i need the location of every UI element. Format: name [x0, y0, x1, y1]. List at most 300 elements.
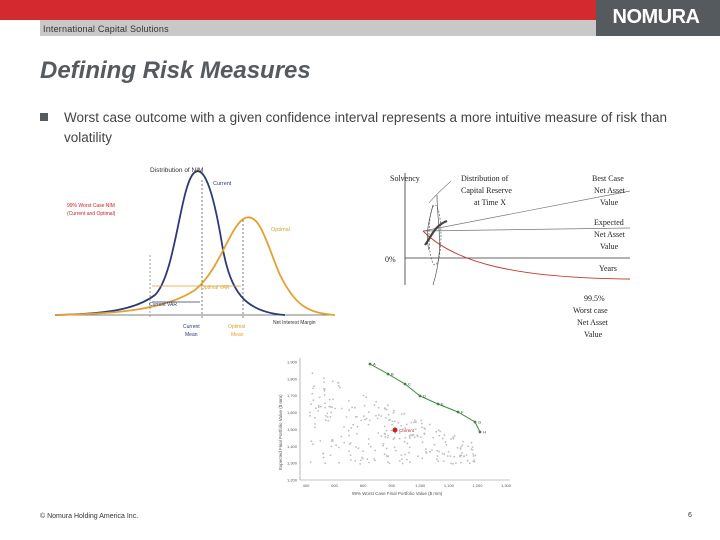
cloud-point	[402, 463, 404, 465]
cloud-point	[404, 441, 406, 443]
frontier-point	[437, 403, 440, 406]
cloud-point	[403, 413, 405, 415]
cloud-point	[420, 436, 422, 438]
cloud-point	[377, 418, 379, 420]
nim-distribution-chart	[45, 160, 345, 345]
cloud-point	[388, 414, 390, 416]
cloud-point	[406, 459, 408, 461]
cloud-point	[409, 446, 411, 448]
cloud-point	[312, 372, 314, 374]
cloud-point	[453, 438, 455, 440]
cloud-point	[409, 461, 411, 463]
cloud-point	[466, 454, 468, 456]
cloud-point	[435, 431, 437, 433]
cloud-point	[318, 405, 320, 407]
frontier-point	[479, 431, 482, 434]
expected-line2: Net Asset	[594, 230, 625, 239]
cloud-point	[365, 396, 367, 398]
cloud-point	[452, 436, 454, 438]
cloud-point	[472, 446, 474, 448]
scatter-x-tick: 400	[302, 483, 310, 488]
page-number: 6	[688, 512, 692, 519]
scatter-y-tick: 1,700	[286, 393, 297, 399]
worst-case-line4: Value	[584, 330, 603, 339]
bullet-text: Worst case outcome with a given confidence interval represents a more intuitive measure of risk than volatility	[64, 110, 668, 145]
cloud-point	[442, 453, 444, 455]
cloud-point	[443, 460, 445, 462]
cloud-point	[414, 419, 416, 421]
cloud-point	[380, 435, 382, 437]
cloud-point	[438, 435, 440, 437]
cloud-point	[368, 411, 370, 413]
header-red-band	[0, 0, 596, 20]
frontier-point-label: G	[478, 419, 482, 425]
current-portfolio-label: Current	[399, 428, 415, 433]
cloud-point	[442, 438, 444, 440]
cloud-point	[438, 451, 440, 453]
cloud-point	[384, 453, 386, 455]
cloud-point	[351, 406, 353, 408]
cloud-point	[460, 462, 462, 464]
scatter-y-ticks	[287, 360, 298, 483]
cloud-point	[421, 457, 423, 459]
dist-reserve-line3: at Time X	[474, 198, 507, 207]
scatter-x-tick: 600	[331, 483, 338, 488]
cloud-point	[354, 407, 356, 409]
cloud-point	[469, 462, 471, 464]
cloud-point	[380, 415, 382, 417]
cloud-point	[373, 458, 375, 460]
cloud-point	[413, 422, 415, 424]
cloud-point	[360, 420, 362, 422]
cloud-point	[331, 406, 333, 408]
cloud-point	[364, 419, 366, 421]
cloud-point	[432, 437, 434, 439]
cloud-point	[343, 442, 345, 444]
cloud-point	[369, 420, 371, 422]
cloud-point	[417, 455, 419, 457]
cloud-point	[455, 462, 457, 464]
distribution-arrow	[429, 181, 451, 203]
optimal-mean-label-1: Optimal	[228, 324, 246, 330]
cloud-point	[359, 463, 361, 465]
cloud-point	[425, 451, 427, 453]
cloud-point	[406, 424, 408, 426]
cloud-point	[338, 385, 340, 387]
cloud-point	[425, 448, 427, 450]
cloud-point	[357, 426, 359, 428]
cloud-point	[471, 448, 473, 450]
frontier-point-label: C	[408, 381, 411, 387]
cloud-point	[324, 394, 326, 396]
cloud-point	[312, 387, 314, 389]
cloud-point	[332, 380, 334, 382]
cloud-point	[421, 426, 423, 428]
cloud-point	[314, 417, 316, 419]
cloud-point	[335, 444, 337, 446]
expected-line1: Expected	[594, 218, 624, 227]
current-mean-label-1: Current	[183, 324, 200, 330]
nomura-logo: NOMURA	[612, 6, 700, 28]
capital-reserve-chart	[385, 165, 655, 345]
cloud-point	[332, 398, 334, 400]
cloud-point	[386, 448, 388, 450]
cloud-point	[450, 438, 452, 440]
dist-reserve-line1: Distribution of	[461, 174, 509, 183]
frontier-point-label: D	[423, 393, 426, 399]
cloud-point	[429, 424, 431, 426]
cloud-point	[463, 456, 465, 458]
cloud-point	[411, 434, 413, 436]
cloud-point	[467, 460, 469, 462]
worst-case-line1: 99.5%	[584, 294, 605, 303]
frontier-point-label: A	[373, 361, 376, 367]
cloud-point	[355, 446, 357, 448]
cloud-point	[325, 419, 327, 421]
cloud-point	[375, 401, 377, 403]
cloud-point	[313, 385, 315, 387]
zero-percent-label: 0%	[385, 255, 396, 264]
cloud-point	[323, 377, 325, 379]
cloud-point	[400, 425, 402, 427]
cloud-point	[327, 420, 329, 422]
cloud-point	[320, 406, 322, 408]
cloud-point	[415, 428, 417, 430]
cloud-point	[413, 434, 415, 436]
cloud-point	[387, 437, 389, 439]
cloud-point	[374, 450, 376, 452]
cloud-point	[460, 448, 462, 450]
cloud-point	[409, 436, 411, 438]
cloud-point	[368, 462, 370, 464]
cloud-point	[407, 443, 409, 445]
cloud-point	[438, 429, 440, 431]
frontier-point-label: B	[391, 371, 394, 377]
frontier-point	[474, 421, 477, 424]
cloud-point	[310, 461, 312, 463]
cloud-point	[393, 412, 395, 414]
cloud-point	[354, 460, 356, 462]
cloud-point	[388, 419, 390, 421]
worst-case-line3: Net Asset	[577, 318, 608, 327]
cloud-point	[324, 403, 326, 405]
cloud-point	[325, 415, 327, 417]
cloud-point	[424, 428, 426, 430]
cloud-point	[348, 409, 350, 411]
cloud-point	[462, 441, 464, 443]
scatter-x-tick: 1,200	[472, 483, 483, 488]
best-case-line2: Net Asset	[594, 186, 625, 195]
cloud-point	[330, 412, 332, 414]
cloud-point	[404, 454, 406, 456]
scatter-y-tick: 1,600	[286, 410, 297, 416]
cloud-point	[399, 438, 401, 440]
cloud-point	[384, 433, 386, 435]
years-label: Years	[599, 264, 617, 273]
cloud-point	[383, 443, 385, 445]
cloud-point	[330, 446, 332, 448]
cloud-point	[471, 442, 473, 444]
cloud-point	[459, 454, 461, 456]
cloud-point	[384, 436, 386, 438]
frontier-point-label: E	[441, 401, 444, 407]
scatter-y-label: Expected Final Portfolio Value ($ mm)	[278, 394, 283, 470]
cloud-point	[420, 420, 422, 422]
cloud-point	[404, 437, 406, 439]
scatter-x-tick: 1,100	[443, 483, 454, 488]
cloud-point	[338, 462, 340, 464]
cloud-point	[315, 407, 317, 409]
cloud-point	[378, 407, 380, 409]
cloud-point	[450, 463, 452, 465]
frontier-point	[419, 395, 422, 398]
frontier-point	[387, 373, 390, 376]
cloud-point	[436, 458, 438, 460]
cloud-point	[472, 453, 474, 455]
cloud-point	[367, 458, 369, 460]
footer-copyright: © Nomura Holding America Inc.	[40, 513, 139, 520]
scatter-x-tick: 1,300	[500, 483, 512, 488]
cloud-point	[362, 458, 364, 460]
cloud-point	[350, 454, 352, 456]
current-var-label: Current VAR	[149, 302, 177, 308]
current-distribution-curve	[55, 171, 285, 315]
cloud-point	[421, 423, 423, 425]
cloud-point	[312, 443, 314, 445]
cloud-point	[385, 417, 387, 419]
cloud-point	[387, 404, 389, 406]
cloud-point	[447, 455, 449, 457]
cloud-point	[368, 438, 370, 440]
cloud-point	[318, 406, 320, 408]
cloud-point	[401, 458, 403, 460]
cloud-point	[314, 423, 316, 425]
best-case-line3: Value	[600, 198, 619, 207]
cloud-point	[346, 416, 348, 418]
cloud-point	[309, 415, 311, 417]
cloud-point	[424, 433, 426, 435]
bullet-square-icon	[40, 113, 48, 121]
frontier-point-label: H	[483, 429, 486, 435]
cloud-point	[343, 426, 345, 428]
cloud-point	[475, 454, 477, 456]
cloud-point	[408, 452, 410, 454]
cloud-point	[434, 444, 436, 446]
best-case-line1: Best Case	[592, 174, 624, 183]
cloud-point	[311, 440, 313, 442]
cloud-point	[384, 426, 386, 428]
cloud-point	[323, 388, 325, 390]
cloud-point	[341, 408, 343, 410]
scatter-y-tick: 1,200	[286, 477, 297, 483]
cloud-point	[334, 408, 336, 410]
cloud-point	[410, 422, 412, 424]
cloud-point	[377, 432, 379, 434]
cloud-point	[338, 382, 340, 384]
frontier-point-label: F	[461, 409, 464, 415]
cloud-point	[326, 413, 328, 415]
var-note-line1: 99% Worst Case NIM	[67, 203, 115, 209]
scatter-x-ticks	[303, 483, 512, 488]
cloud-point	[324, 390, 326, 392]
cloud-point	[454, 435, 456, 437]
cloud-point	[312, 399, 314, 401]
cloud-point	[387, 455, 389, 457]
cloud-point	[422, 441, 424, 443]
cloud-point	[327, 416, 329, 418]
cloud-point	[386, 430, 388, 432]
scatter-y-tick: 1,900	[286, 359, 297, 365]
header-tagline: International Capital Solutions	[43, 24, 169, 34]
scatter-cloud	[309, 372, 476, 464]
cloud-point	[431, 449, 433, 451]
cloud-point	[340, 436, 342, 438]
cloud-point	[362, 450, 364, 452]
scatter-y-tick: 1,300	[286, 460, 297, 466]
expected-line3: Value	[600, 242, 619, 251]
cloud-point	[348, 450, 350, 452]
cloud-point	[323, 457, 325, 459]
cloud-point	[414, 436, 416, 438]
cloud-point	[391, 424, 393, 426]
cloud-point	[363, 415, 365, 417]
cloud-point	[356, 416, 358, 418]
cloud-point	[461, 452, 463, 454]
cloud-point	[350, 427, 352, 429]
cloud-point	[448, 451, 450, 453]
cloud-point	[386, 455, 388, 457]
cloud-point	[350, 442, 352, 444]
solvency-label: Solvency	[390, 174, 420, 183]
cloud-point	[350, 459, 352, 461]
worst-case-line2: Worst case	[573, 306, 608, 315]
scatter-x-tick: 800	[359, 483, 367, 488]
cloud-point	[356, 433, 358, 435]
cloud-point	[311, 393, 313, 395]
efficient-frontier-chart	[270, 352, 520, 502]
cloud-point	[467, 446, 469, 448]
cloud-point	[394, 447, 396, 449]
cloud-point	[439, 431, 441, 433]
cloud-point	[462, 444, 464, 446]
scatter-x-tick: 900	[388, 483, 396, 488]
current-portfolio-point	[393, 428, 398, 433]
cloud-point	[393, 410, 395, 412]
var-note-line2: (Current and Optimal)	[67, 211, 116, 217]
cloud-point	[473, 455, 475, 457]
cloud-point	[363, 395, 365, 397]
bullet-point	[40, 108, 680, 148]
cloud-point	[394, 420, 396, 422]
scatter-y-tick: 1,500	[286, 426, 297, 432]
scatter-y-tick: 1,400	[286, 443, 297, 449]
cloud-point	[417, 436, 419, 438]
cloud-point	[444, 434, 446, 436]
cloud-point	[473, 459, 475, 461]
optimal-var-label: Optimal VAR	[201, 285, 230, 291]
cloud-point	[314, 426, 316, 428]
optimal-mean-label-2: Mean	[231, 332, 244, 338]
cloud-point	[322, 453, 324, 455]
cloud-point	[323, 381, 325, 383]
scatter-y-tick: 1,800	[286, 376, 297, 382]
cloud-point	[368, 443, 370, 445]
cloud-point	[339, 387, 341, 389]
slide-title: Defining Risk Measures	[40, 57, 311, 84]
cloud-point	[392, 421, 394, 423]
cloud-point	[319, 397, 321, 399]
cloud-point	[445, 441, 447, 443]
cloud-point	[474, 461, 476, 463]
dist-reserve-line2: Capital Reserve	[461, 186, 512, 195]
scatter-x-label: 99% Worst Case Final Portfolio Value ($ mm)	[352, 491, 443, 496]
cloud-point	[437, 455, 439, 457]
cloud-point	[348, 400, 350, 402]
cloud-point	[352, 424, 354, 426]
cloud-point	[338, 447, 340, 449]
cloud-point	[309, 412, 311, 414]
cloud-point	[437, 460, 439, 462]
current-curve-label: Current	[213, 181, 232, 187]
cloud-point	[332, 439, 334, 441]
cloud-point	[348, 430, 350, 432]
cloud-point	[328, 406, 330, 408]
cloud-point	[387, 461, 389, 463]
frontier-point	[457, 411, 460, 414]
current-mean-label-2: Mean	[185, 332, 198, 338]
optimal-distribution-curve	[55, 217, 335, 315]
cloud-point	[382, 445, 384, 447]
cloud-point	[387, 435, 389, 437]
cloud-point	[429, 451, 431, 453]
cloud-point	[384, 408, 386, 410]
dist-x-label: Net Interest Margin	[273, 320, 316, 326]
cloud-point	[317, 410, 319, 412]
cloud-point	[394, 437, 396, 439]
optimal-curve-label: Optimal	[271, 227, 290, 233]
cloud-point	[368, 424, 370, 426]
cloud-point	[395, 450, 397, 452]
cloud-point	[310, 403, 312, 405]
cloud-point	[390, 430, 392, 432]
cloud-point	[450, 455, 452, 457]
cloud-point	[446, 444, 448, 446]
cloud-point	[452, 463, 454, 465]
frontier-point	[369, 363, 372, 366]
frontier-point	[404, 383, 407, 386]
scatter-x-tick: 1,000	[415, 483, 426, 488]
cloud-point	[399, 460, 401, 462]
cloud-point	[360, 460, 362, 462]
cloud-point	[409, 437, 411, 439]
cloud-point	[330, 416, 332, 418]
cloud-point	[364, 405, 366, 407]
cloud-point	[329, 399, 331, 401]
cloud-point	[386, 409, 388, 411]
cloud-point	[460, 446, 462, 448]
dist-title: Distribution of NIM	[150, 167, 204, 174]
cloud-point	[453, 456, 455, 458]
cloud-point	[401, 413, 403, 415]
cloud-point	[319, 440, 321, 442]
cloud-point	[436, 450, 438, 452]
cloud-point	[358, 447, 360, 449]
cloud-point	[375, 415, 377, 417]
cloud-point	[397, 422, 399, 424]
cloud-point	[366, 418, 368, 420]
cloud-point	[443, 453, 445, 455]
cloud-point	[324, 407, 326, 409]
